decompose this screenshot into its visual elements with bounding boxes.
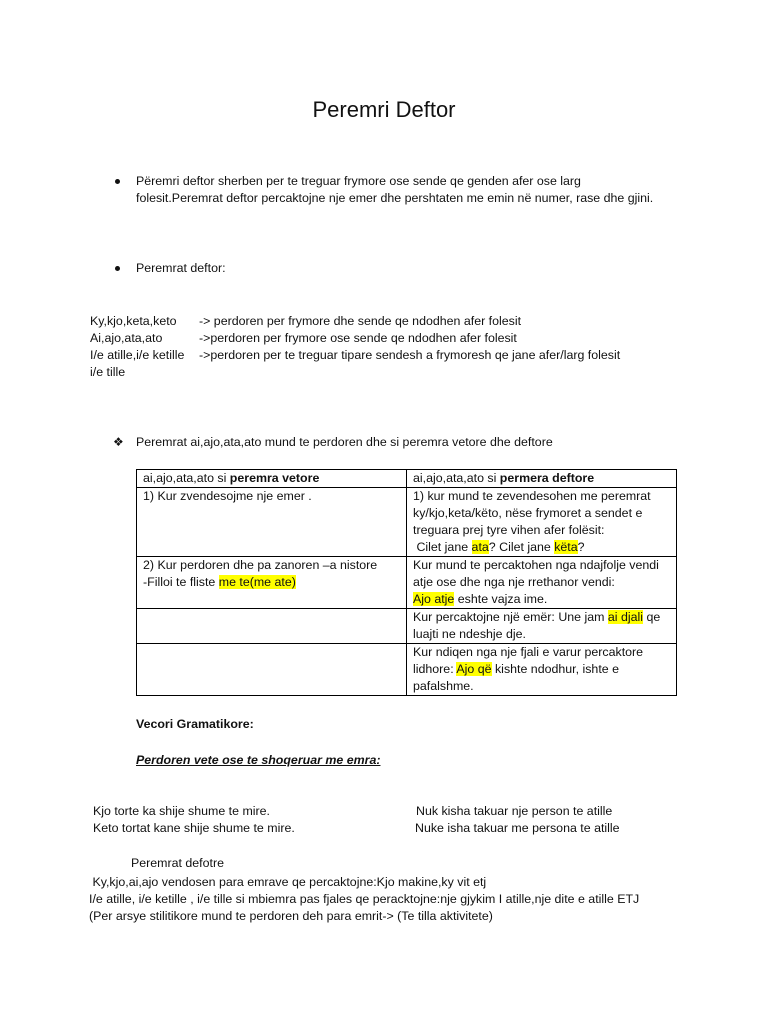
table-cell	[137, 644, 407, 696]
table-row	[137, 557, 677, 609]
table-cell: 2) Kur perdoren dhe pa zanoren –a nistore -Filloi te fliste me te(me ate)	[137, 557, 407, 609]
def-term: Ky,kjo,keta,keto	[90, 314, 177, 328]
table-row	[137, 488, 677, 557]
example-left: Keto tortat kane shije shume te mire.	[93, 821, 295, 835]
table-cell: Kur percaktojne një emër: Une jam ai djali qe luajti ne ndeshje dje.	[407, 609, 677, 644]
example-left: Kjo torte ka shije shume te mire.	[93, 804, 270, 818]
subheading: Perdoren vete ose te shoqeruar me emra:	[136, 753, 381, 767]
paragraph-line: (Per arsye stilitikore mund te perdoren deh para emrit-> (Te tilla aktivitete)	[89, 909, 493, 923]
pronoun-table	[136, 469, 677, 696]
diamond-item-text: Peremrat ai,ajo,ata,ato mund te perdoren dhe si peremra vetore dhe deftore	[136, 435, 553, 449]
section-heading: Peremrat defotre	[131, 856, 224, 870]
table-row	[137, 644, 677, 696]
bullet2-text: Peremrat deftor:	[136, 261, 226, 275]
def-desc: ->perdoren per te treguar tipare sendesh a frymoresh qe jane afer/larg folesit	[199, 348, 621, 362]
bullet1-line1: Përemri deftor sherben per te treguar frymore ose sende qe genden afer ose larg	[136, 174, 581, 188]
table-header-left: ai,ajo,ata,ato si peremra vetore	[137, 470, 407, 488]
table-cell: 1) kur mund te zevendesohen me peremrat ky/kjo,keta/këto, nëse frymoret a sendet e treguara prej tyre vihen afer folësit: Cilet jane ata? Cilet jane këta?	[407, 488, 677, 557]
table-header-row	[137, 470, 677, 488]
table-cell: 1) Kur zvendesojme nje emer .	[137, 488, 407, 557]
table-cell	[137, 609, 407, 644]
table-cell: Kur ndiqen nga nje fjali e varur percaktore lidhore: Ajo që kishte ndodhur, ishte e pafalshme.	[407, 644, 677, 696]
table-row	[137, 609, 677, 644]
def-desc: -> perdoren per frymore dhe sende qe ndodhen afer folesit	[199, 314, 522, 328]
diamond-bullet-icon: ❖	[113, 435, 124, 449]
table-cell: Kur mund te percaktohen nga ndajfolje vendi atje ose dhe nga nje rrethanor vendi: Ajo atje eshte vajza ime.	[407, 557, 677, 609]
page-title: Peremri Deftor	[312, 97, 456, 122]
section-heading: Vecori Gramatikore:	[136, 717, 254, 731]
paragraph-line: Ky,kjo,ai,ajo vendosen para emrave qe percaktojne:Kjo makine,ky vit etj	[89, 875, 487, 889]
def-term: Ai,ajo,ata,ato	[90, 331, 163, 345]
def-term: i/e tille	[90, 365, 126, 379]
table-header-right: ai,ajo,ata,ato si permera deftore	[407, 470, 677, 488]
paragraph-line: I/e atille, i/e ketille , i/e tille si mbiemra pas fjales qe peracktojne:nje gjykim I atille,nje dite e atille ETJ	[89, 892, 640, 906]
bullet-icon	[115, 266, 120, 271]
def-desc: ->perdoren per frymore ose sende qe ndodhen afer folesit	[199, 331, 517, 345]
example-right: Nuk kisha takuar nje person te atille	[416, 804, 613, 818]
def-term: I/e atille,i/e ketille	[90, 348, 185, 362]
bullet1-line2: folesit.Peremrat deftor percaktojne nje emer dhe pershtaten me emin në numer, rase dhe gjini.	[136, 191, 654, 205]
bullet-icon	[115, 179, 120, 184]
example-right: Nuke isha takuar me persona te atille	[415, 821, 620, 835]
